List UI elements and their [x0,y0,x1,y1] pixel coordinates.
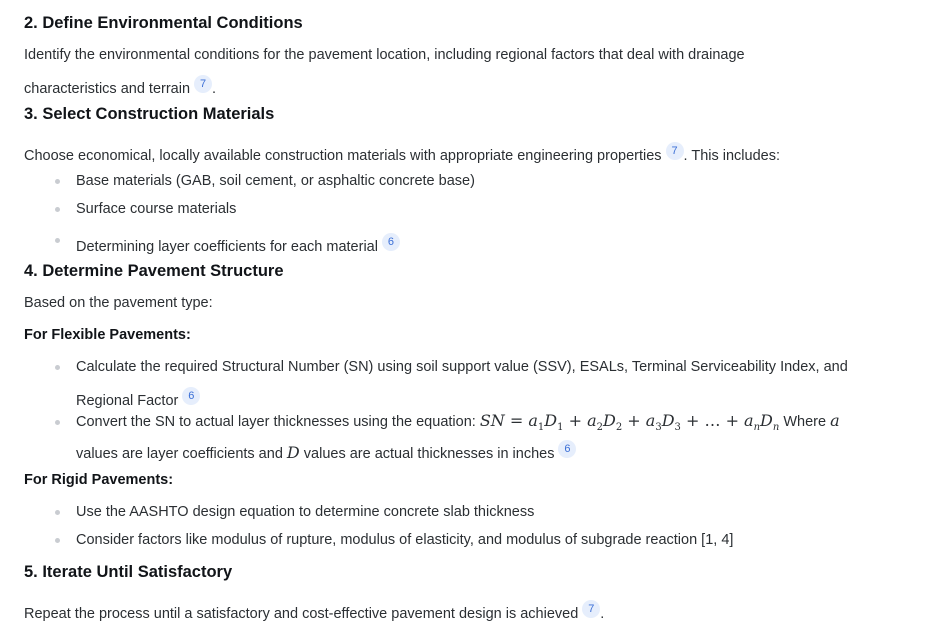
bullet-dot [55,420,60,425]
layer-equation: SN = $a_1D_1 + a_2D_2 + a_3D_3$ + … + $a_nD_n$ [479,411,780,434]
paragraph-line: characteristics and terrain 7 . [24,75,216,97]
bullet-dot [55,510,60,515]
list-item: Surface course materials [76,201,237,217]
heading-determine-pavement-structure: 4. Determine Pavement Structure [24,262,284,280]
paragraph-line: Repeat the process until a satisfactory and cost-effective pavement design is achieved 7 . [24,600,604,622]
list-item: Consider factors like modulus of rupture, modulus of elasticity, and modulus of subgrade reaction [1, 4] [76,532,734,548]
variable-a: a [830,411,840,430]
list-item: Determining layer coefficients for each material 6 [76,233,400,255]
list-item-continuation: values are layer coefficients and D values are actual thicknesses in inches 6 [76,440,576,462]
heading-iterate-until-satisfactory: 5. Iterate Until Satisfactory [24,563,233,581]
citation-badge[interactable]: 7 [666,142,684,160]
bullet-dot [55,207,60,212]
bullet-dot [55,538,60,543]
heading-select-construction-materials: 3. Select Construction Materials [24,105,275,123]
paragraph-line: Identify the environmental conditions for the pavement location, including regional factors that deal with drainage [24,47,745,63]
subheading-flexible-pavements: For Flexible Pavements: [24,327,191,343]
citation-badge[interactable]: 6 [182,387,200,405]
bullet-dot [55,365,60,370]
citation-badge[interactable]: 7 [194,75,212,93]
paragraph-line: Based on the pavement type: [24,295,213,311]
bullet-dot [55,238,60,243]
heading-define-environmental-conditions: 2. Define Environmental Conditions [24,14,303,32]
list-item: Convert the SN to actual layer thicknesses using the equation: SN = $a_1D_1 + a_2D_2 + a_3D_3$ + … + $a_nD_n$ Where a [76,411,840,434]
paragraph-line: Choose economical, locally available construction materials with appropriate engineering properties 7 . This includes: [24,142,780,164]
citation-badge[interactable]: 7 [582,600,600,618]
list-item-continuation: Regional Factor 6 [76,387,200,409]
list-item: Base materials (GAB, soil cement, or asphaltic concrete base) [76,173,475,189]
citation-badge[interactable]: 6 [382,233,400,251]
citation-badge[interactable]: 6 [558,440,576,458]
bullet-dot [55,179,60,184]
variable-d: D [286,443,300,462]
list-item: Use the AASHTO design equation to determine concrete slab thickness [76,504,535,520]
subheading-rigid-pavements: For Rigid Pavements: [24,472,174,488]
list-item: Calculate the required Structural Number (SN) using soil support value (SSV), ESALs, Terminal Serviceability Index, and [76,359,848,375]
